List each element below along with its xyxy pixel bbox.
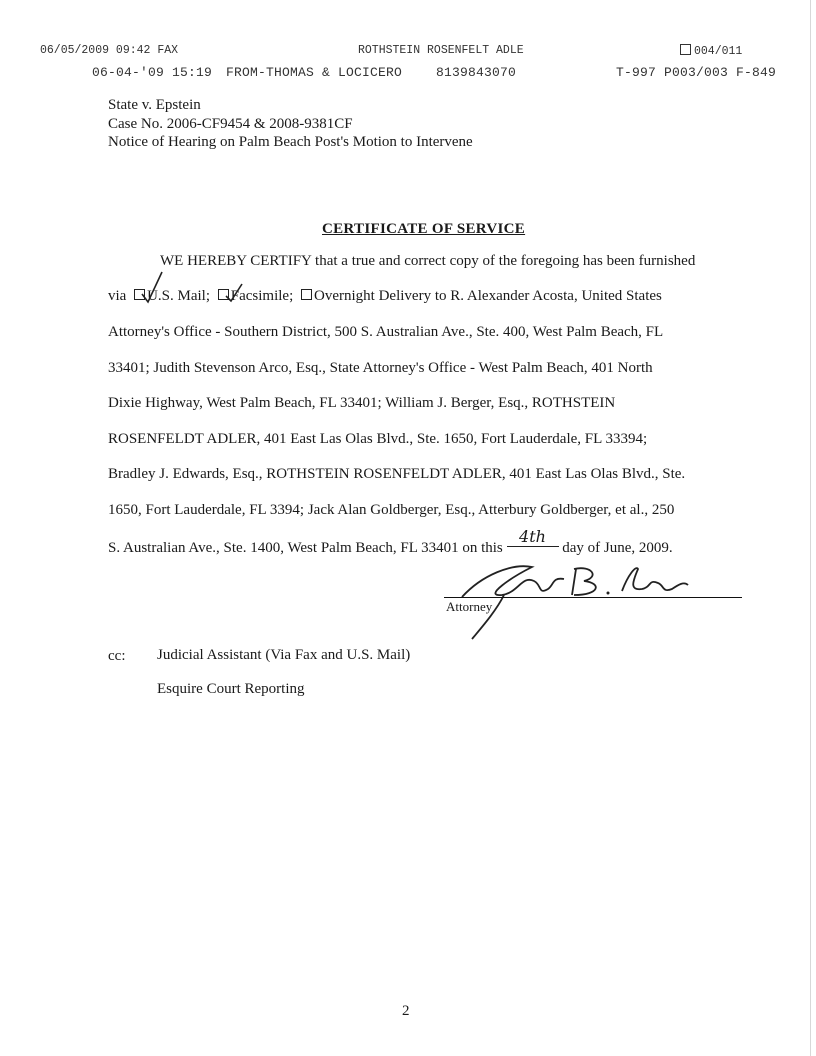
- cert-line-7: Bradley J. Edwards, Esq., ROTHSTEIN ROSENFELDT ADLER, 401 East Las Olas Blvd., Ste.: [108, 466, 686, 482]
- page-number: 2: [402, 1003, 410, 1019]
- fax-line2-from: FROM-THOMAS & LOCICERO: [226, 65, 403, 80]
- cert-line-8: 1650, Fort Lauderdale, FL 3394; Jack Alan Goldberger, Esq., Atterbury Goldberger, et al., 250: [108, 502, 675, 518]
- fax-page-code: 004/011: [694, 45, 743, 58]
- case-number: Case No. 2006-CF9454 & 2008-9381CF: [108, 116, 353, 132]
- fax-sender: ROTHSTEIN ROSENFELT ADLE: [358, 44, 524, 57]
- cc-label: cc:: [108, 648, 126, 664]
- mail-label: U.S. Mail;: [147, 288, 211, 304]
- cert-line-9-end: day of June, 2009.: [562, 540, 673, 556]
- case-name: State v. Epstein: [108, 97, 201, 113]
- cert-line-1: WE HEREBY CERTIFY that a true and correct copy of the foregoing has been furnished: [160, 253, 696, 269]
- cc-recipient-2: Esquire Court Reporting: [157, 681, 305, 697]
- attorney-label: Attorney: [446, 599, 493, 614]
- overnight-label: Overnight Delivery to R. Alexander Acosta, United States: [314, 288, 662, 304]
- handwritten-checkmarks: [138, 268, 268, 308]
- fax-page-code-group: [680, 44, 742, 58]
- fax-checkmark: [226, 284, 242, 301]
- fax-label: Facsimile;: [230, 288, 294, 304]
- fax-line2-phone: 8139843070: [436, 65, 517, 80]
- fax-icon: [680, 44, 691, 55]
- certificate-title: CERTIFICATE OF SERVICE: [322, 221, 526, 237]
- cert-line-5: Dixie Highway, West Palm Beach, FL 33401; William J. Berger, Esq., ROTHSTEIN: [108, 395, 616, 411]
- cc-recipient-1: Judicial Assistant (Via Fax and U.S. Mail): [157, 647, 411, 663]
- fax-line2-code: T-997 P003/003 F-849: [616, 65, 777, 80]
- fax-datetime: 06/05/2009 09:42 FAX: [40, 44, 179, 57]
- cert-line-3: Attorney's Office - Southern District, 500 S. Australian Ave., Ste. 400, West Palm Beach, FL: [108, 324, 664, 340]
- mail-checkmark: [142, 272, 162, 302]
- cert-line-4: 33401; Judith Stevenson Arco, Esq., State Attorney's Office - West Palm Beach, 401 North: [108, 360, 653, 376]
- fax-line2-datetime: 06-04-'09 15:19: [92, 65, 213, 80]
- day-handwritten: 4th: [507, 528, 559, 547]
- cert-line-9-start: S. Australian Ave., Ste. 1400, West Palm Beach, FL 33401 on this: [108, 540, 503, 556]
- notice-title: Notice of Hearing on Palm Beach Post's Motion to Intervene: [108, 134, 473, 150]
- via-label: via: [108, 288, 127, 304]
- page-edge-shadow: [810, 0, 811, 1056]
- signature-line: [444, 597, 742, 598]
- cert-line-6: ROSENFELDT ADLER, 401 East Las Olas Blvd., Ste. 1650, Fort Lauderdale, FL 33394;: [108, 431, 648, 447]
- overnight-checkbox-empty: [301, 289, 312, 300]
